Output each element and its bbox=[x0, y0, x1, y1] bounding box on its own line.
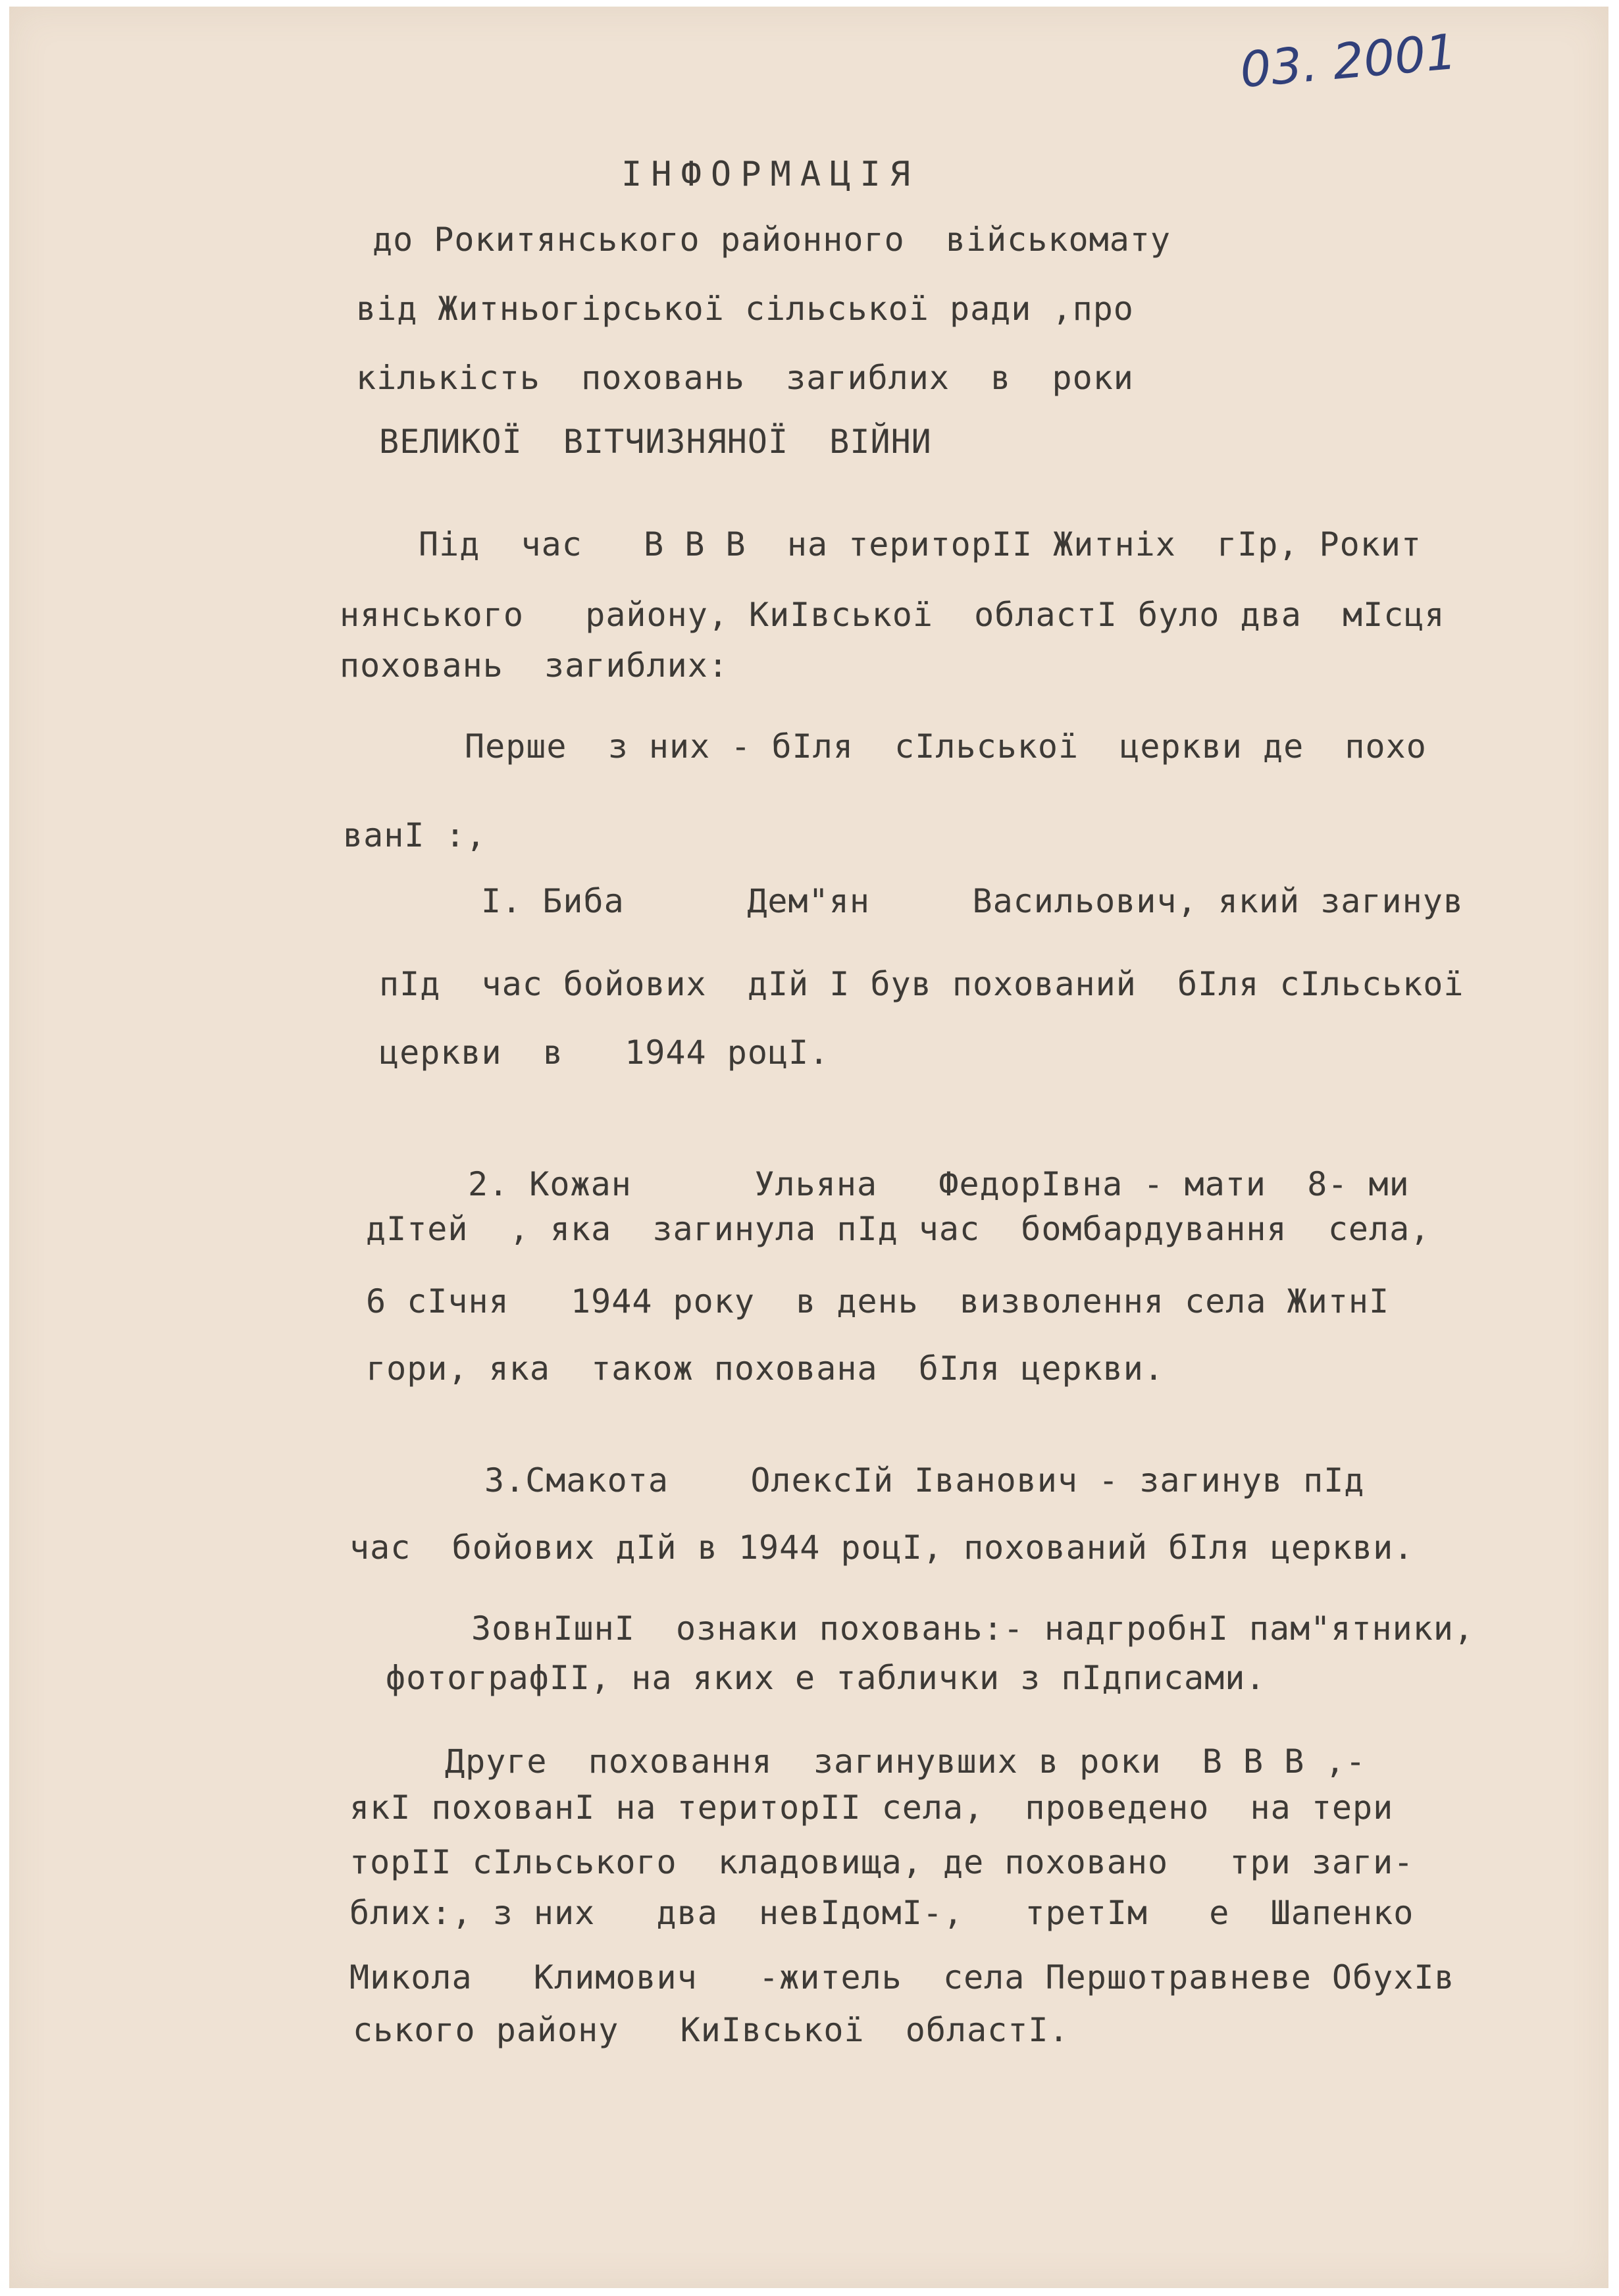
heading-line: від Житньогірської сільської ради ,про bbox=[356, 290, 1134, 328]
body-line: торІІ сІльського кладовища, де поховано три заги- bbox=[349, 1843, 1414, 1881]
body-line: 2. Кожан Ульяна ФедорІвна - мати 8- ми bbox=[468, 1165, 1410, 1203]
body-line: ванІ :, bbox=[343, 816, 486, 854]
body-line: Микола Климович -житель села Першотравневе ОбухІв bbox=[349, 1958, 1455, 1996]
body-line: Перше з них - бІля сІльської церкви де похо bbox=[465, 727, 1427, 766]
body-line: ського району КиІвської областІ. bbox=[353, 2011, 1069, 2049]
body-line: церкви в 1944 роцІ. bbox=[379, 1033, 830, 1072]
body-line: гори, яка також похована бІля церкви. bbox=[366, 1349, 1164, 1388]
body-line: І. Биба Дем"ян Васильович, який загинув bbox=[481, 882, 1464, 920]
body-line: якІ похованІ на територІІ села, проведено на тери bbox=[349, 1788, 1394, 1827]
body-line: поховань загиблих: bbox=[340, 646, 729, 685]
body-line: 6 сІчня 1944 року в день визволення села ЖитнІ bbox=[366, 1282, 1390, 1320]
body-line: 3.Смакота ОлексІй Іванович - загинув пІд bbox=[484, 1461, 1365, 1500]
body-line: час бойових дІй в 1944 роцІ, похований бІля церкви. bbox=[349, 1528, 1414, 1567]
handwritten-note: 03. 2001 bbox=[1237, 23, 1459, 99]
body-line: дІтей , яка загинула пІд час бомбардування села, bbox=[366, 1210, 1431, 1248]
document-title: ІНФОРМАЦІЯ bbox=[621, 155, 920, 194]
body-line: пІд час бойових дІй І був похований бІля сІльської bbox=[379, 965, 1464, 1003]
body-line: Друге поховання загинувших в роки В В В ,- bbox=[445, 1742, 1366, 1781]
heading-line: кількість поховань загиблих в роки bbox=[356, 359, 1134, 397]
document-sheet bbox=[9, 7, 1608, 2288]
body-line: нянського району, КиІвської областІ було два мІсця bbox=[340, 596, 1445, 634]
body-line: блих:, з них два невІдомІ-, третІм е Шапенко bbox=[349, 1894, 1414, 1932]
body-line: фотографІІ, на яких е таблички з пІдписами. bbox=[386, 1659, 1266, 1697]
heading-line: ВЕЛИКОЇ ВІТЧИЗНЯНОЇ ВІЙНИ bbox=[379, 423, 932, 461]
heading-line: до Рокитянського районного військомату bbox=[373, 221, 1171, 259]
body-line: Під час В В В на територІІ Житніх гІр, Рокит bbox=[419, 525, 1422, 563]
body-line: ЗовнІшнІ ознаки поховань:- надгробнІ пам"ятники, bbox=[471, 1609, 1475, 1648]
